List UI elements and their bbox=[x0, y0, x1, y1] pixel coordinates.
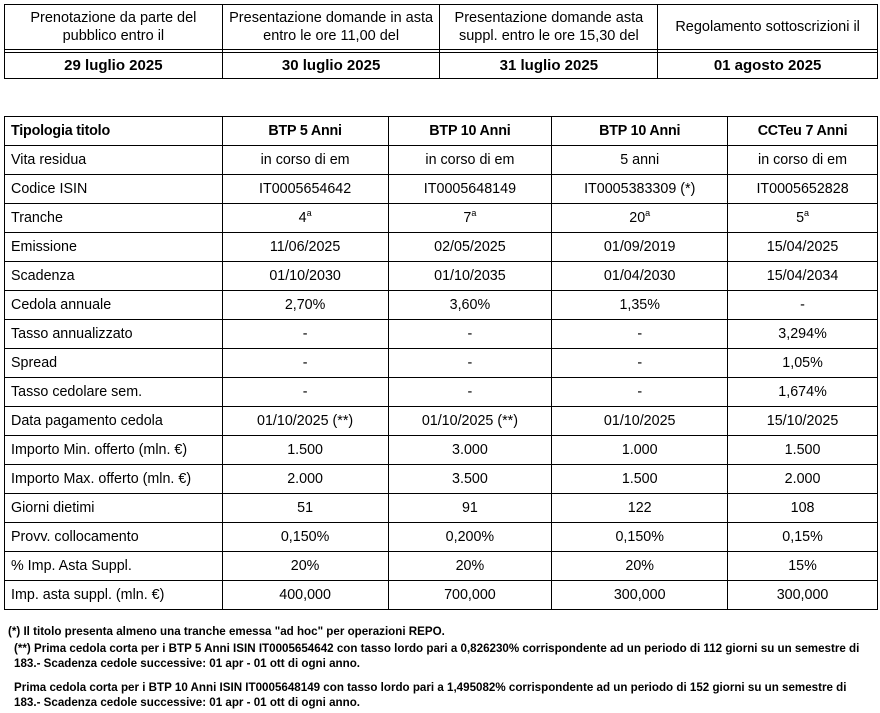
table-row bbox=[5, 436, 878, 465]
cell-value: 7 bbox=[463, 210, 472, 226]
table-cell bbox=[388, 552, 552, 581]
table-row bbox=[5, 291, 878, 320]
securities-column-header: BTP 10 Anni bbox=[552, 117, 728, 146]
ordinal-suffix: a bbox=[804, 208, 810, 219]
schedule-header-row bbox=[5, 5, 878, 50]
cell-value: - bbox=[637, 355, 643, 371]
cell-value: 1,35% bbox=[619, 297, 660, 313]
cell-value: 5 anni bbox=[620, 152, 660, 168]
cell-value: 01/10/2030 bbox=[269, 268, 341, 284]
table-cell bbox=[222, 465, 388, 494]
schedule-header-supplementary: Presentazione domande asta suppl. entro le ore 15,30 del bbox=[440, 5, 658, 50]
table-cell bbox=[552, 581, 728, 610]
table-cell bbox=[728, 175, 878, 204]
table-cell bbox=[552, 262, 728, 291]
table-cell bbox=[222, 262, 388, 291]
schedule-date-auction: 30 luglio 2025 bbox=[222, 53, 440, 79]
table-cell bbox=[222, 146, 388, 175]
securities-header-row bbox=[5, 117, 878, 146]
table-cell bbox=[388, 378, 552, 407]
cell-value: IT0005652828 bbox=[756, 181, 849, 197]
table-row bbox=[5, 494, 878, 523]
cell-value: IT0005648149 bbox=[423, 181, 517, 197]
row-label: Importo Min. offerto (mln. €) bbox=[5, 436, 223, 465]
cell-value: IT0005654642 bbox=[258, 181, 352, 197]
cell-value: 01/04/2030 bbox=[603, 268, 676, 284]
table-cell bbox=[388, 291, 552, 320]
cell-value: - bbox=[302, 384, 308, 400]
cell-value: 0,150% bbox=[615, 529, 664, 545]
schedule-dates-row bbox=[5, 53, 878, 79]
cell-value: 5 bbox=[796, 210, 805, 226]
cell-value: 1,05% bbox=[782, 355, 823, 371]
cell-value: 91 bbox=[461, 500, 478, 516]
table-cell bbox=[388, 436, 552, 465]
cell-value: - bbox=[467, 355, 473, 371]
table-cell bbox=[552, 378, 728, 407]
ordinal-suffix: a bbox=[471, 208, 477, 219]
cell-value: 1.000 bbox=[621, 442, 658, 458]
row-label: Provv. collocamento bbox=[5, 523, 223, 552]
table-cell bbox=[552, 494, 728, 523]
cell-value: 15% bbox=[788, 558, 817, 574]
schedule-date-booking: 29 luglio 2025 bbox=[5, 53, 223, 79]
securities-column-header: BTP 5 Anni bbox=[222, 117, 388, 146]
table-row bbox=[5, 320, 878, 349]
cell-value: IT0005383309 (*) bbox=[584, 181, 696, 197]
cell-value: 400,000 bbox=[279, 587, 331, 603]
cell-value: 02/05/2025 bbox=[434, 239, 506, 255]
cell-value: 01/10/2025 (**) bbox=[421, 413, 518, 429]
row-label: % Imp. Asta Suppl. bbox=[5, 552, 223, 581]
cell-value: - bbox=[637, 326, 643, 342]
table-cell bbox=[728, 349, 878, 378]
cell-value: 700,000 bbox=[444, 587, 496, 603]
table-cell bbox=[552, 320, 728, 349]
cell-value: 15/04/2025 bbox=[766, 239, 839, 255]
table-row bbox=[5, 465, 878, 494]
table-cell bbox=[552, 291, 728, 320]
cell-value: 2,70% bbox=[284, 297, 326, 313]
cell-value: 01/09/2019 bbox=[603, 239, 676, 255]
row-label: Codice ISIN bbox=[5, 175, 223, 204]
cell-value: 0,15% bbox=[782, 529, 823, 545]
cell-value: 122 bbox=[627, 500, 652, 516]
table-cell bbox=[222, 320, 388, 349]
table-cell bbox=[388, 494, 552, 523]
cell-value: - bbox=[302, 355, 308, 371]
schedule-date-settlement: 01 agosto 2025 bbox=[658, 53, 878, 79]
cell-value: 3,60% bbox=[449, 297, 491, 313]
cell-value: 2.000 bbox=[784, 471, 821, 487]
table-cell bbox=[222, 378, 388, 407]
table-row bbox=[5, 581, 878, 610]
table-cell bbox=[552, 523, 728, 552]
table-cell bbox=[728, 523, 878, 552]
cell-value: 20% bbox=[455, 558, 485, 574]
table-cell bbox=[728, 494, 878, 523]
table-row bbox=[5, 552, 878, 581]
cell-value: 01/10/2025 bbox=[603, 413, 676, 429]
cell-value: 1.500 bbox=[287, 442, 323, 458]
table-cell bbox=[222, 581, 388, 610]
cell-value: 01/10/2035 bbox=[434, 268, 506, 284]
table-cell bbox=[388, 204, 552, 233]
cell-value: - bbox=[302, 326, 308, 342]
table-cell bbox=[728, 204, 878, 233]
cell-value: - bbox=[467, 326, 473, 342]
cell-value: 2.000 bbox=[287, 471, 323, 487]
schedule-date-supplementary: 31 luglio 2025 bbox=[440, 53, 658, 79]
table-cell bbox=[728, 436, 878, 465]
table-cell bbox=[552, 349, 728, 378]
row-label: Tranche bbox=[5, 204, 223, 233]
cell-value: 1,674% bbox=[778, 384, 827, 400]
schedule-header-auction: Presentazione domande in asta entro le ore 11,00 del bbox=[222, 5, 440, 50]
cell-value: 4 bbox=[298, 210, 307, 226]
table-row bbox=[5, 262, 878, 291]
table-cell bbox=[222, 407, 388, 436]
securities-column-header: BTP 10 Anni bbox=[388, 117, 552, 146]
cell-value: in corso di em bbox=[758, 152, 848, 168]
footnote-btp5-coupon: (**) Prima cedola corta per i BTP 5 Anni ISIN IT0005654642 con tasso lordo pari a 0,826230% corrispondente ad un periodo di 112 giorni su un semestre di 183.- Scadenza cedole successive: 01 apr - 01 ott di ogni anno. bbox=[14, 642, 860, 670]
row-label: Scadenza bbox=[5, 262, 223, 291]
table-row bbox=[5, 233, 878, 262]
row-label: Tasso cedolare sem. bbox=[5, 378, 223, 407]
table-cell bbox=[552, 407, 728, 436]
footnote-repo: (*) Il titolo presenta almeno una tranche emessa "ad hoc" per operazioni REPO. bbox=[8, 625, 445, 638]
cell-value: 15/04/2034 bbox=[766, 268, 839, 284]
row-label: Giorni dietimi bbox=[5, 494, 223, 523]
row-label: Spread bbox=[5, 349, 223, 378]
table-row bbox=[5, 407, 878, 436]
table-cell bbox=[388, 465, 552, 494]
table-row bbox=[5, 378, 878, 407]
table-cell bbox=[388, 262, 552, 291]
cell-value: 0,200% bbox=[445, 529, 495, 545]
cell-value: 51 bbox=[297, 500, 314, 516]
cell-value: 20% bbox=[625, 558, 655, 574]
cell-value: 01/10/2025 (**) bbox=[257, 413, 354, 429]
table-cell bbox=[552, 552, 728, 581]
table-cell bbox=[728, 146, 878, 175]
row-label: Cedola annuale bbox=[5, 291, 223, 320]
cell-value: 3.500 bbox=[452, 471, 488, 487]
schedule-table bbox=[4, 4, 878, 79]
table-cell bbox=[728, 552, 878, 581]
table-cell bbox=[388, 146, 552, 175]
row-label: Importo Max. offerto (mln. €) bbox=[5, 465, 223, 494]
table-cell bbox=[222, 233, 388, 262]
table-cell bbox=[222, 552, 388, 581]
row-label: Vita residua bbox=[5, 146, 223, 175]
table-cell bbox=[222, 349, 388, 378]
table-cell bbox=[388, 233, 552, 262]
cell-value: 3.000 bbox=[452, 442, 488, 458]
table-cell bbox=[222, 523, 388, 552]
table-cell bbox=[222, 175, 388, 204]
cell-value: in corso di em bbox=[260, 152, 350, 168]
table-cell bbox=[388, 581, 552, 610]
table-row bbox=[5, 349, 878, 378]
table-cell bbox=[552, 436, 728, 465]
cell-value: 15/10/2025 bbox=[766, 413, 839, 429]
table-cell bbox=[552, 146, 728, 175]
cell-value: 300,000 bbox=[613, 587, 666, 603]
table-cell bbox=[728, 581, 878, 610]
ordinal-suffix: a bbox=[306, 208, 312, 219]
cell-value: 0,150% bbox=[280, 529, 330, 545]
table-cell bbox=[388, 320, 552, 349]
table-cell bbox=[728, 320, 878, 349]
table-row bbox=[5, 175, 878, 204]
table-cell bbox=[552, 233, 728, 262]
table-cell bbox=[222, 291, 388, 320]
row-label: Imp. asta suppl. (mln. €) bbox=[5, 581, 223, 610]
table-cell bbox=[222, 204, 388, 233]
cell-value: 108 bbox=[790, 500, 815, 516]
cell-value: 1.500 bbox=[621, 471, 658, 487]
cell-value: 3,294% bbox=[778, 326, 827, 342]
cell-value: 20% bbox=[290, 558, 320, 574]
row-label: Tasso annualizzato bbox=[5, 320, 223, 349]
cell-value: in corso di em bbox=[425, 152, 515, 168]
cell-value: 11/06/2025 bbox=[269, 239, 341, 255]
table-cell bbox=[552, 175, 728, 204]
row-label: Data pagamento cedola bbox=[5, 407, 223, 436]
table-cell bbox=[222, 494, 388, 523]
cell-value: - bbox=[800, 297, 805, 313]
schedule-header-booking: Prenotazione da parte del pubblico entro il bbox=[5, 5, 223, 50]
table-cell bbox=[728, 465, 878, 494]
table-cell bbox=[552, 465, 728, 494]
cell-value: - bbox=[637, 384, 643, 400]
footnote-btp10-coupon: Prima cedola corta per i BTP 10 Anni ISIN IT0005648149 con tasso lordo pari a 1,495082% corrispondente ad un periodo di 152 giorni su un semestre di 183.- Scadenza cedole successive: 01 apr - 01 ott di ogni anno. bbox=[14, 681, 847, 709]
table-cell bbox=[388, 349, 552, 378]
cell-value: - bbox=[467, 384, 473, 400]
ordinal-suffix: a bbox=[645, 208, 651, 219]
table-row bbox=[5, 523, 878, 552]
table-cell bbox=[728, 291, 878, 320]
table-cell bbox=[728, 407, 878, 436]
securities-column-header: CCTeu 7 Anni bbox=[728, 117, 878, 146]
cell-value: 300,000 bbox=[776, 587, 829, 603]
table-cell bbox=[388, 175, 552, 204]
schedule-header-settlement: Regolamento sottoscrizioni il bbox=[658, 5, 878, 50]
securities-table bbox=[4, 116, 878, 610]
table-cell bbox=[222, 436, 388, 465]
table-cell bbox=[728, 233, 878, 262]
table-cell bbox=[388, 523, 552, 552]
cell-value: 20 bbox=[629, 210, 646, 226]
securities-header-label: Tipologia titolo bbox=[5, 117, 223, 146]
cell-value: 1.500 bbox=[784, 442, 821, 458]
table-cell bbox=[388, 407, 552, 436]
table-cell bbox=[728, 262, 878, 291]
table-row bbox=[5, 204, 878, 233]
table-row bbox=[5, 146, 878, 175]
table-cell bbox=[552, 204, 728, 233]
table-cell bbox=[728, 378, 878, 407]
row-label: Emissione bbox=[5, 233, 223, 262]
